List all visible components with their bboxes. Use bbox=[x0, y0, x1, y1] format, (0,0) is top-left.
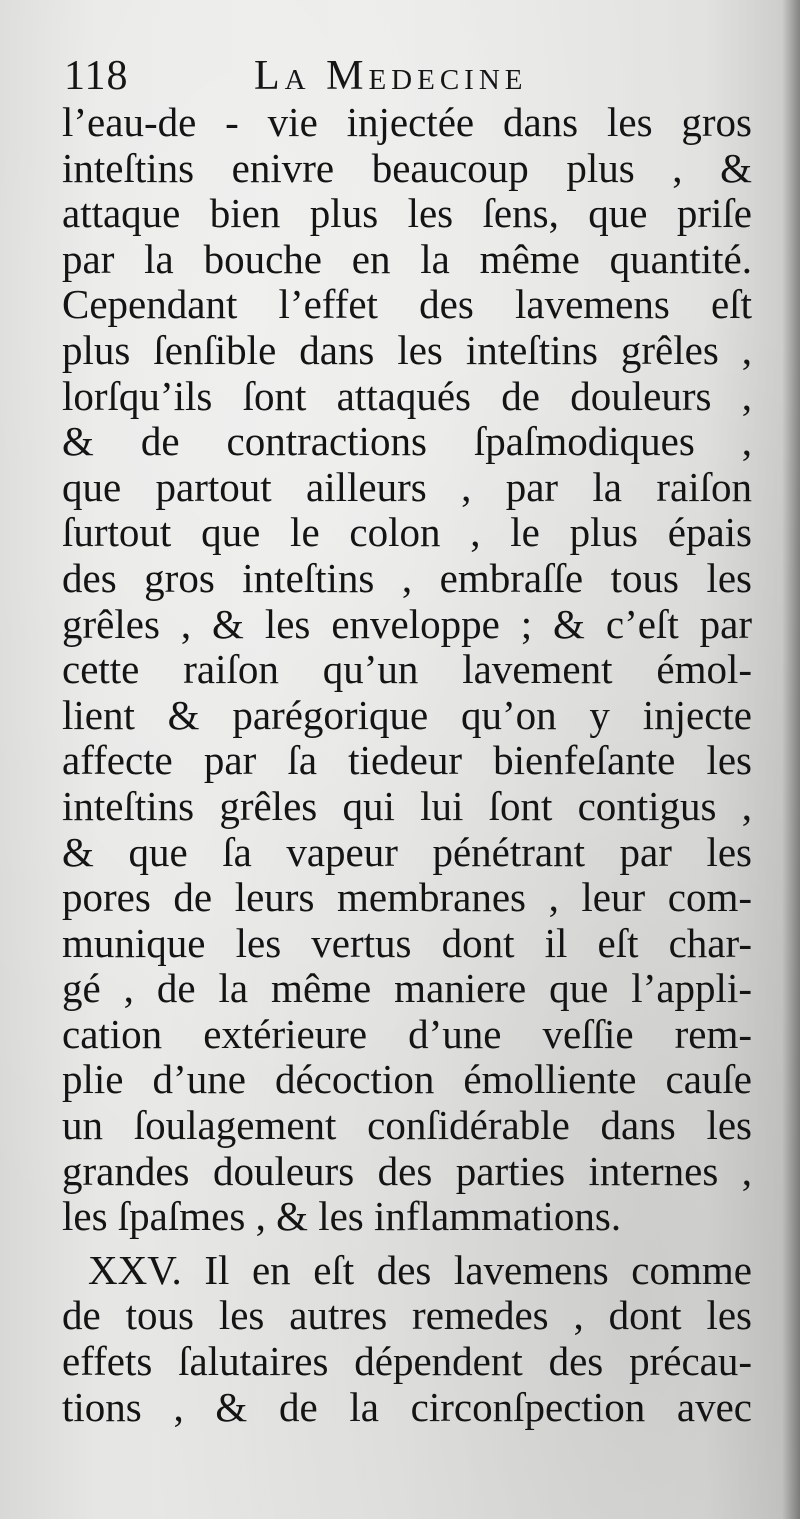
text-line: plie d’une décoction émolliente cauſe bbox=[62, 1057, 752, 1103]
text-line: XXV. Il en eſt des lavemens comme bbox=[88, 1247, 752, 1293]
text-line: inteſtins enivre beaucoup plus , & bbox=[62, 145, 752, 191]
body-text bbox=[62, 100, 752, 1430]
text-line: attaque bien plus les ſens, que priſe bbox=[62, 191, 752, 237]
text-line: effets ſalutaires dépendent des précau- bbox=[62, 1339, 752, 1385]
paragraph bbox=[62, 100, 752, 1240]
text-line: tions , & de la circonſpection avec bbox=[62, 1384, 752, 1430]
page-header bbox=[64, 50, 754, 102]
text-line: ſurtout que le colon , le plus épais bbox=[62, 510, 752, 556]
text-line: & de contractions ſpaſmodiques , bbox=[62, 419, 752, 465]
text-line: de tous les autres remedes , dont les bbox=[62, 1293, 752, 1339]
text-line: Cependant l’effet des lavemens eſt bbox=[62, 282, 752, 328]
paragraph bbox=[62, 1248, 752, 1430]
text-line: des gros inteſtins , embraſſe tous les bbox=[62, 555, 752, 601]
text-line: plus ſenſible dans les inteſtins grêles , bbox=[62, 327, 752, 373]
text-line: lorſqu’ils ſont attaqués de douleurs , bbox=[62, 373, 752, 419]
page-number: 118 bbox=[64, 53, 129, 99]
text-line: grandes douleurs des parties internes , bbox=[62, 1148, 752, 1194]
text-line: gé , de la même maniere que l’appli- bbox=[62, 966, 752, 1012]
text-line: un ſoulagement conſidérable dans les bbox=[62, 1103, 752, 1149]
text-line: cation extérieure d’une veſſie rem- bbox=[62, 1011, 752, 1057]
text-line: par la bouche en la même quantité. bbox=[62, 236, 752, 282]
text-line: l’eau-de - vie injectée dans les gros bbox=[62, 100, 752, 145]
paragraph-gap bbox=[62, 1240, 752, 1248]
text-line: affecte par ſa tiedeur bienfeſante les bbox=[62, 738, 752, 784]
text-line: pores de leurs membranes , leur com- bbox=[62, 875, 752, 921]
text-line: & que ſa vapeur pénétrant par les bbox=[62, 829, 752, 875]
text-line: les ſpaſmes , & les inflammations. bbox=[62, 1194, 622, 1240]
text-line: munique les vertus dont il eſt char- bbox=[62, 920, 752, 966]
text-line: inteſtins grêles qui lui ſont contigus , bbox=[62, 783, 752, 829]
text-line: lient & parégorique qu’on y injecte bbox=[62, 692, 752, 738]
text-line: grêles , & les enveloppe ; & c’eſt par bbox=[62, 601, 752, 647]
running-title: La Medecine bbox=[254, 53, 528, 99]
text-line: que partout ailleurs , par la raiſon bbox=[62, 464, 752, 510]
text-line: cette raiſon qu’un lavement émol- bbox=[62, 647, 752, 693]
